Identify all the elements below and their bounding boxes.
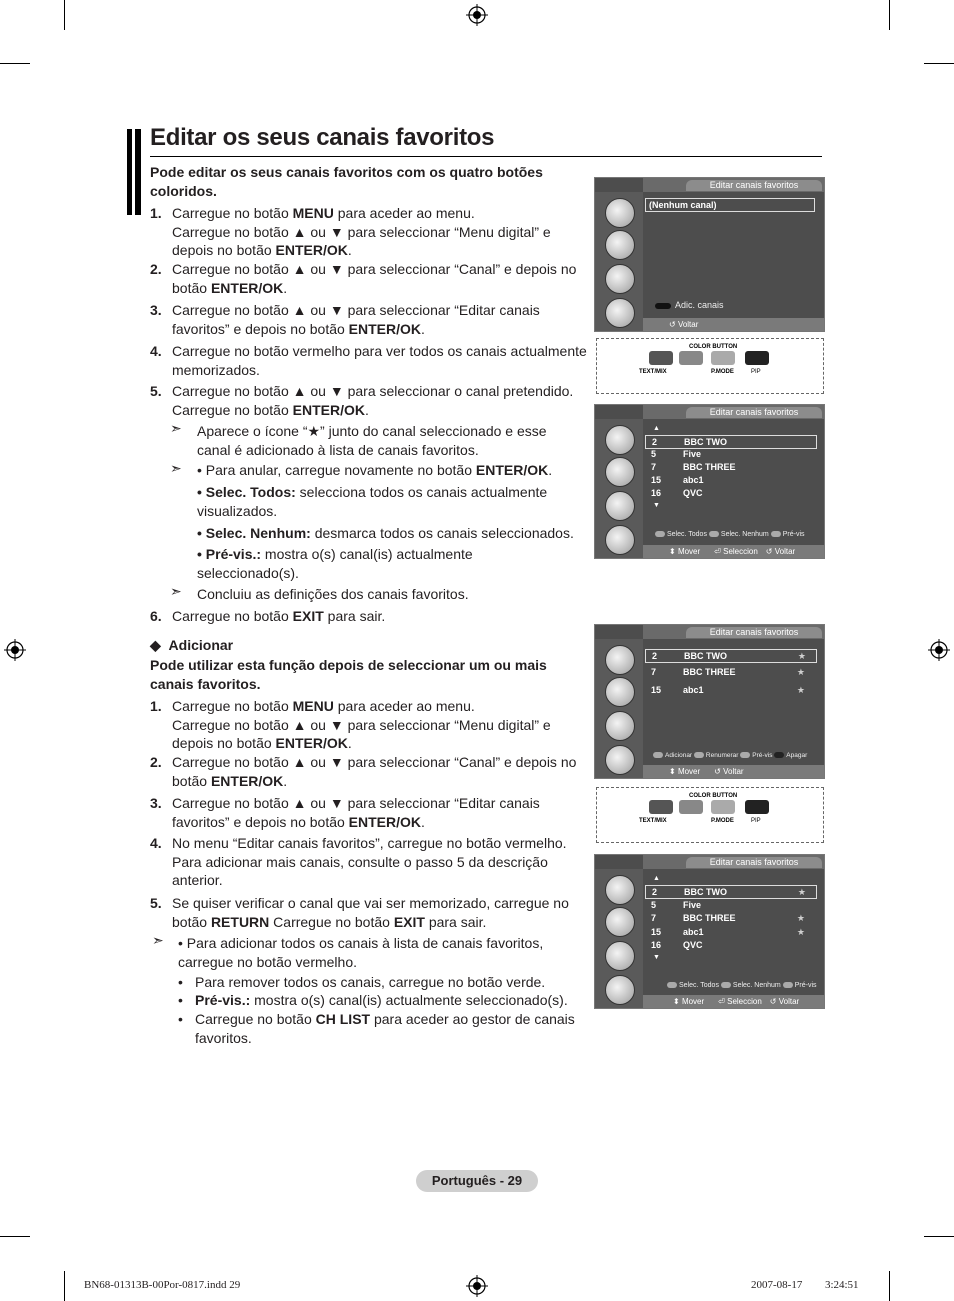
osd-row[interactable]: 7 BBC THREE [651, 462, 736, 472]
color-button-icon [711, 351, 735, 365]
note-preview: • Pré-vis.: mostra o(s) canal(is) actualmente seleccionado(s). [197, 546, 473, 581]
osd-row[interactable]: 5 Five [651, 900, 702, 910]
channel-menu-icon [605, 941, 635, 971]
add-step-4: 4. No menu “Editar canais favoritos”, carregue no botão vermelho. Para adicionar mais canais, consulte o passo 5 da descrição anterior. [150, 835, 567, 888]
sound-menu-icon [605, 230, 635, 260]
picture-menu-icon [605, 198, 635, 228]
add-step-5: 5. Se quiser verificar o canal que vai ser memorizado, carregue no botão RETURN Carregue no botão EXIT para sair. [150, 895, 569, 930]
osd-screen-4: Editar canais favoritos ▲ 2 BBC TWO ★ 5 Five 7 BBC THREE ★ 15 abc1 ★ 16 QVC ▼ Selec. Todos Selec. Nenhum Pré-vis ⬍ Mover ⏎ Seleccion ↺ Voltar [594, 854, 825, 1009]
note-arrow-icon: ➣ [170, 460, 182, 476]
step-3: 3. Carregue no botão ▲ ou ▼ para seleccionar “Editar canais favoritos” e depois no botão ENTER/OK. [150, 302, 540, 337]
add-step-3: 3. Carregue no botão ▲ ou ▼ para seleccionar “Editar canais favoritos” e depois no botão ENTER/OK. [150, 795, 540, 830]
add-note-preview: Pré-vis.: mostra o(s) canal(is) actualmente seleccionado(s). [195, 992, 568, 1008]
osd-row[interactable]: 16 QVC [651, 488, 703, 498]
osd-screen-3: Editar canais favoritos 2 BBC TWO ★ 7 BBC THREE ★ 15 abc1 ★ Adicionar Renumerar Pré-vis Apagar ⬍ Mover ↺ Voltar [594, 624, 825, 779]
add-heading: ◆ Adicionar [150, 637, 234, 653]
osd-row[interactable]: 2 BBC TWO [645, 435, 817, 449]
osd-row[interactable]: 16 QVC [651, 940, 703, 950]
add-step-1: 1. Carregue no botão MENU para aceder ao menu. Carregue no botão ▲ ou ▼ para seleccionar “Menu digital” e depois no botão ENTER/OK. [150, 698, 551, 751]
step-1: 1. Carregue no botão MENU para aceder ao menu. Carregue no botão ▲ ou ▼ para seleccionar “Menu digital” e depois no botão ENTER/OK. [150, 205, 551, 258]
registration-mark-icon [466, 4, 488, 26]
add-note-all: • Para adicionar todos os canais à lista de canais favoritos, carregue no botão vermelho. [178, 935, 544, 970]
scroll-up-icon: ▲ [653, 425, 660, 432]
osd-screen-1: Editar canais favoritos (Nenhum canal) Adic. canais ↺ Voltar [594, 177, 825, 332]
note-cancel: • Para anular, carregue novamente no botão ENTER/OK. [197, 462, 553, 478]
crop-mark [0, 1236, 30, 1237]
channel-menu-icon [605, 264, 635, 294]
color-button-icon [649, 800, 673, 814]
picture-menu-icon [605, 875, 635, 905]
add-note-remove: Para remover todos os canais, carregue no botão verde. [195, 974, 546, 990]
osd-row[interactable]: 15 abc1 [651, 475, 704, 485]
color-button-icon [679, 351, 703, 365]
note-done: Concluiu as definições dos canais favoritos. [197, 586, 469, 602]
crop-mark [64, 1271, 65, 1301]
step-4: 4. Carregue no botão vermelho para ver todos os canais actualmente memorizados. [150, 343, 587, 378]
add-note-bullet: • [178, 974, 183, 990]
osd-row[interactable]: 15 abc1 ★ [651, 927, 805, 937]
intro-text: Pode editar os seus canais favoritos com os quatro botões coloridos. [150, 164, 543, 199]
step-6: 6. Carregue no botão EXIT para sair. [150, 608, 386, 624]
registration-mark-icon [928, 639, 950, 661]
crop-mark [924, 63, 954, 64]
crop-mark [924, 1236, 954, 1237]
crop-mark [0, 63, 30, 64]
setup-menu-icon [605, 298, 635, 328]
note-select-none: • Selec. Nenhum: desmarca todos os canais seleccionados. [197, 525, 574, 541]
color-button-icon [679, 800, 703, 814]
page-title: Editar os seus canais favoritos [150, 124, 495, 151]
osd-row[interactable]: 2 BBC TWO ★ [645, 885, 817, 899]
osd-row[interactable]: 7 BBC THREE ★ [651, 913, 805, 923]
setup-menu-icon [605, 975, 635, 1005]
step-5: 5. Carregue no botão ▲ ou ▼ para seleccionar o canal pretendido. Carregue no botão ENTER/OK. [150, 383, 574, 418]
add-note-chlist: Carregue no botão CH LIST para aceder ao gestor de canais favoritos. [195, 1011, 575, 1046]
add-note-bullet: • [178, 992, 183, 1008]
remote-illustration-1: COLOR BUTTON TEXT/MIX P.MODE PIP [596, 338, 824, 394]
scroll-up-icon: ▲ [653, 875, 660, 882]
add-note-bullet: • [178, 1011, 183, 1027]
note-arrow-icon: ➣ [152, 932, 164, 948]
osd-row[interactable]: 2 BBC TWO ★ [645, 649, 817, 663]
picture-menu-icon [605, 425, 635, 455]
setup-menu-icon [605, 525, 635, 555]
title-rule [150, 156, 822, 157]
scroll-down-icon: ▼ [653, 502, 660, 509]
sound-menu-icon [605, 457, 635, 487]
osd-row[interactable]: 5 Five [651, 449, 702, 459]
crop-mark [64, 0, 65, 30]
osd-screen-2: Editar canais favoritos ▲ 2 BBC TWO 5 Five 7 BBC THREE 15 abc1 16 QVC ▼ Selec. Todos Selec. Nenhum Pré-vis ⬍ Mover ⏎ Seleccion ↺ Voltar [594, 404, 825, 559]
sound-menu-icon [605, 677, 635, 707]
red-button-icon [655, 303, 671, 309]
step-2: 2. Carregue no botão ▲ ou ▼ para seleccionar “Canal” e depois no botão ENTER/OK. [150, 261, 577, 296]
note-arrow-icon: ➣ [170, 420, 182, 436]
color-button-icon [745, 800, 769, 814]
date-slug: 2007-08-17 ￿￿ 3:24:51 [751, 1279, 859, 1291]
remote-illustration-2: COLOR BUTTON TEXT/MIX P.MODE PIP [596, 787, 824, 843]
color-button-icon [711, 800, 735, 814]
color-button-icon [649, 351, 673, 365]
picture-menu-icon [605, 645, 635, 675]
note-star: Aparece o ícone “★” junto do canal seleccionado e esse canal é adicionado à lista de canais favoritos. [197, 423, 547, 458]
add-intro: Pode utilizar esta função depois de seleccionar um ou mais canais favoritos. [150, 657, 547, 692]
crop-mark [889, 1271, 890, 1301]
note-select-all: • Selec. Todos: selecciona todos os canais actualmente visualizados. [197, 484, 548, 519]
note-arrow-icon: ➣ [170, 583, 182, 599]
crop-mark [889, 0, 890, 30]
page-number: Português - 29 [416, 1170, 538, 1192]
scroll-down-icon: ▼ [653, 954, 660, 961]
sound-menu-icon [605, 907, 635, 937]
registration-mark-icon [4, 639, 26, 661]
osd-row[interactable]: 15 abc1 ★ [651, 685, 805, 695]
osd-row[interactable]: 7 BBC THREE ★ [651, 667, 805, 677]
channel-menu-icon [605, 491, 635, 521]
add-step-2: 2. Carregue no botão ▲ ou ▼ para seleccionar “Canal” e depois no botão ENTER/OK. [150, 754, 577, 789]
file-slug: BN68-01313B-00Por-0817.indd 29 [84, 1279, 241, 1291]
osd-row[interactable]: (Nenhum canal) [645, 198, 815, 212]
color-button-icon [745, 351, 769, 365]
channel-menu-icon [605, 711, 635, 741]
title-accent-bar [132, 129, 135, 215]
registration-mark-icon [466, 1275, 488, 1297]
setup-menu-icon [605, 745, 635, 775]
